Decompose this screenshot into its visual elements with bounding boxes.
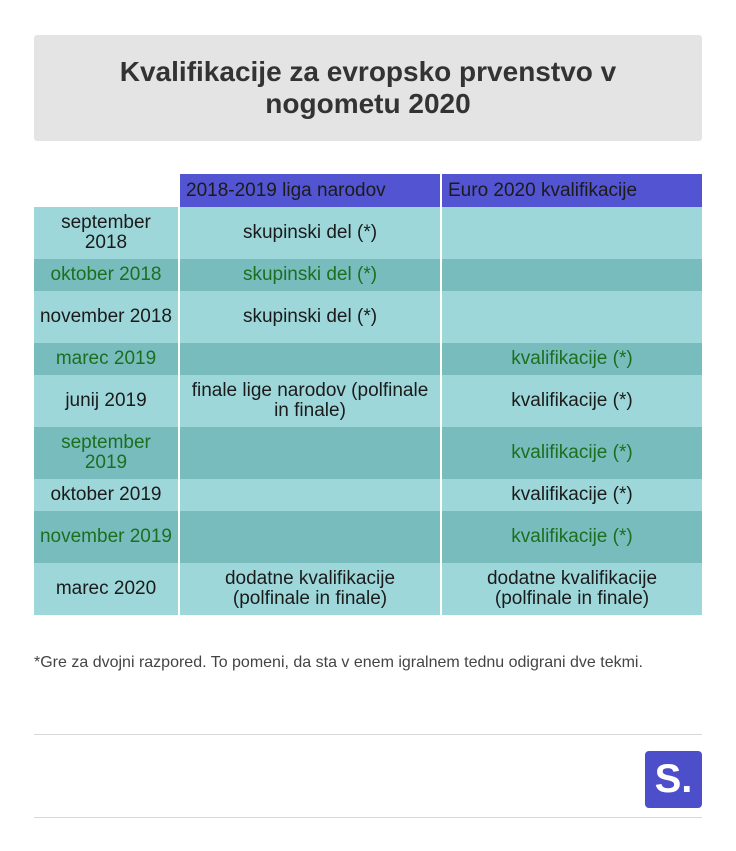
page-title: Kvalifikacije za evropsko prvenstvo v nogometu 2020 — [119, 56, 617, 119]
table-row — [34, 563, 702, 615]
table-row — [34, 479, 702, 511]
logo[interactable]: S. — [645, 751, 702, 808]
period-cell: oktober 2019 — [34, 479, 179, 511]
euro-qualifiers-cell — [441, 207, 702, 259]
table-row — [34, 427, 702, 479]
nations-league-cell: skupinski del (*) — [179, 207, 441, 259]
header-euro-qualifiers: Euro 2020 kvalifikacije — [441, 174, 702, 207]
footnote: *Gre za dvojni razpored. To pomeni, da sta v enem igralnem tednu odigrani dve tekmi. — [34, 654, 643, 671]
euro-qualifiers-cell — [441, 259, 702, 291]
table-row — [34, 207, 702, 259]
period-cell: marec 2020 — [34, 563, 179, 615]
nations-league-cell: dodatne kvalifikacije (polfinale in finale) — [179, 563, 441, 615]
nations-league-cell: skupinski del (*) — [179, 259, 441, 291]
euro-qualifiers-cell — [441, 291, 702, 343]
period-cell: september 2019 — [34, 427, 179, 479]
divider-bottom — [34, 817, 702, 818]
nations-league-cell: skupinski del (*) — [179, 291, 441, 343]
period-cell: oktober 2018 — [34, 259, 179, 291]
euro-qualifiers-cell: kvalifikacije (*) — [441, 479, 702, 511]
euro-qualifiers-cell: kvalifikacije (*) — [441, 375, 702, 427]
euro-qualifiers-cell: kvalifikacije (*) — [441, 343, 702, 375]
nations-league-cell — [179, 511, 441, 563]
table-row — [34, 511, 702, 563]
divider-top — [34, 734, 702, 735]
period-cell: november 2018 — [34, 291, 179, 343]
nations-league-cell: finale lige narodov (polfinale in finale) — [179, 375, 441, 427]
header-nations-league: 2018-2019 liga narodov — [179, 174, 441, 207]
euro-qualifiers-cell: dodatne kvalifikacije (polfinale in finale) — [441, 563, 702, 615]
period-cell: junij 2019 — [34, 375, 179, 427]
table-row — [34, 291, 702, 343]
euro-qualifiers-cell: kvalifikacije (*) — [441, 427, 702, 479]
schedule-table — [34, 174, 702, 615]
period-cell: september 2018 — [34, 207, 179, 259]
nations-league-cell — [179, 479, 441, 511]
nations-league-cell — [179, 343, 441, 375]
table-row — [34, 259, 702, 291]
table-row — [34, 343, 702, 375]
header-empty-cell — [34, 174, 179, 207]
period-cell: november 2019 — [34, 511, 179, 563]
table-row — [34, 375, 702, 427]
euro-qualifiers-cell: kvalifikacije (*) — [441, 511, 702, 563]
period-cell: marec 2019 — [34, 343, 179, 375]
title-box — [34, 35, 702, 141]
table-header-row — [34, 174, 702, 207]
nations-league-cell — [179, 427, 441, 479]
